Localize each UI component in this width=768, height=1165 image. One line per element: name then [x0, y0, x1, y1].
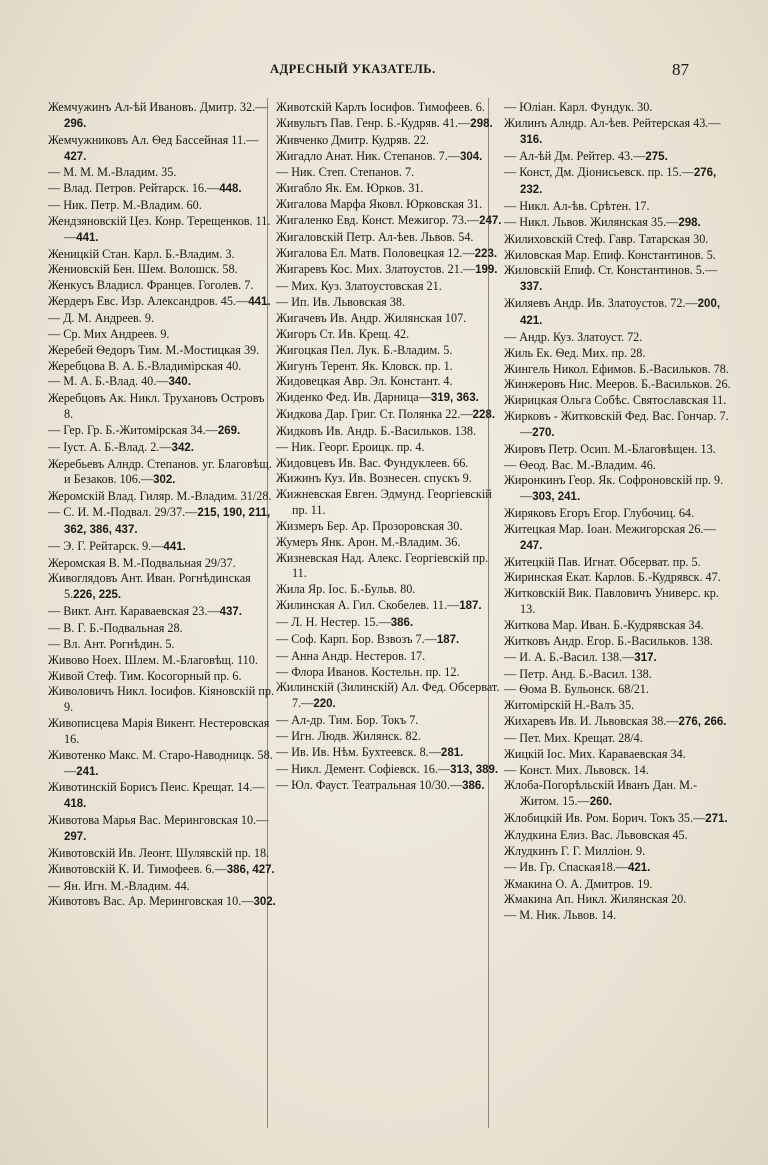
entry-text: — Ѳеод. Вас. М.-Владим. 46.: [504, 457, 656, 472]
entry-text: Живово Ноех. Шлем. М.-Благовѣщ. 110.: [48, 652, 258, 667]
entry-text: — Ник. Степ. Степанов. 7.: [276, 165, 415, 180]
page-number: 87: [672, 60, 689, 79]
entry-text: Жиль Ек. Ѳед. Мих. пр. 28.: [504, 345, 646, 360]
directory-entry: [48, 133, 276, 166]
directory-entry: [276, 456, 504, 472]
entry-text: Жирицкая Ольга Собѣс. Святославская 11.: [504, 393, 727, 408]
entry-text: Жихаревъ Ив. И. Львовская 38.—: [504, 714, 679, 729]
directory-column-1: [48, 100, 276, 911]
directory-entry: [276, 197, 504, 213]
entry-text: Жигоръ Ст. Ив. Крещ. 42.: [276, 326, 410, 341]
directory-entry: [48, 716, 276, 748]
entry-text: Жижинъ Куз. Ив. Вознесен. спускъ 9.: [276, 471, 472, 486]
entry-text: Жилинскій (Зилинскій) Ал. Фед. Обсерват. 7.—: [276, 680, 500, 711]
directory-entry: [504, 442, 734, 458]
entry-text: — Ал-др. Тим. Бор. Токъ 7.: [276, 713, 419, 728]
directory-entry: [276, 762, 504, 779]
directory-entry: [48, 879, 276, 895]
directory-entry: [48, 556, 276, 572]
entry-phone-numbers: 241.: [76, 765, 99, 778]
entry-phone-numbers: 260.: [589, 796, 613, 809]
directory-entry: [504, 263, 734, 296]
directory-entry: [48, 311, 276, 327]
entry-text: Жигалова Ел. Матв. Половецкая 12.—: [276, 245, 475, 260]
entry-phone-numbers: 223.: [474, 247, 498, 260]
directory-entry: [504, 199, 734, 215]
directory-entry: [504, 828, 734, 844]
entry-text: Жеребцовъ Ак. Никл. Трухановъ Островъ 8.: [48, 391, 265, 422]
entry-text: Живоглядовъ Ант. Иван. Рогнѣдинская 5.: [48, 571, 251, 602]
entry-phone-numbers: 247.: [479, 214, 502, 227]
entry-phone-numbers: 386, 427.: [226, 863, 275, 876]
directory-entry: [276, 598, 504, 615]
directory-entry: [504, 116, 734, 149]
entry-text: Жеромскій Влад. Гиляр. М.-Владим. 31/28.: [48, 489, 272, 504]
entry-text: Житецкій Пав. Игнат. Обсерват. пр. 5.: [504, 554, 701, 569]
directory-entry: [276, 649, 504, 665]
entry-text: — Ал-ѣй Дм. Рейтер. 43.—: [504, 148, 646, 163]
entry-text: Жумеръ Янк. Арон. М.-Владим. 36.: [276, 534, 461, 549]
entry-text: Жицкій Іос. Мих. Караваевская 34.: [504, 746, 686, 761]
entry-phone-numbers: 441.: [248, 296, 271, 309]
entry-phone-numbers: 304.: [459, 150, 483, 163]
entry-phone-numbers: 302.: [253, 896, 276, 909]
entry-text: — Влад. Петров. Рейтарск. 16.—: [48, 181, 220, 196]
directory-entry: [276, 295, 504, 311]
entry-phone-numbers: 298.: [470, 117, 493, 130]
entry-text: Жиденко Фед. Ив. Дарница—: [276, 390, 431, 405]
entry-phone-numbers: 418.: [64, 798, 87, 811]
directory-entry: [48, 343, 276, 359]
entry-phone-numbers: 441.: [76, 231, 99, 244]
entry-phone-numbers: 215, 190, 211, 362, 386, 437.: [64, 507, 271, 536]
entry-text: Жижневская Евген. Эдмунд. Георгіевскій пр. 11.: [276, 487, 492, 518]
entry-text: Жлудкина Елиз. Вас. Львовская 45.: [504, 827, 688, 842]
entry-text: Жилинъ Алндр. Ал-ѣев. Рейтерская 43.—: [504, 115, 721, 130]
directory-entry: [504, 778, 734, 811]
entry-phone-numbers: 298.: [678, 216, 701, 229]
directory-entry: [276, 519, 504, 535]
entry-phone-numbers: 342.: [171, 441, 194, 454]
entry-text: Жеребьевъ Алндр. Степанов. уг. Благовѣщ. и Безаков. 106.—: [48, 456, 272, 487]
entry-text: Жигоцкая Пел. Лук. Б.-Владим. 5.: [276, 342, 453, 357]
entry-phone-numbers: 296.: [64, 117, 87, 130]
directory-entry: [48, 262, 276, 278]
entry-text: — Флора Иванов. Костельн. пр. 12.: [276, 664, 460, 679]
directory-entry: [504, 618, 734, 634]
entry-phone-numbers: 247.: [520, 539, 543, 552]
entry-phone-numbers: 386.: [462, 780, 485, 793]
entry-text: — Конст, Дм. Діонисьевск. пр. 15.—: [504, 165, 694, 180]
entry-text: Живописцева Марія Викент. Нестеровская 16.: [48, 716, 270, 746]
entry-text: Жлоба-Погорѣльскій Иванъ Дан. М.-Житом. 15.—: [504, 778, 698, 809]
directory-entry: [276, 311, 504, 327]
entry-phone-numbers: 270.: [532, 426, 555, 439]
entry-phone-numbers: 226, 225.: [73, 589, 122, 602]
entry-text: Живченко Дмитр. Кудряв. 22.: [276, 132, 429, 147]
entry-text: — Андр. Куз. Златоуст. 72.: [504, 329, 643, 344]
directory-entry: [504, 346, 734, 362]
directory-entry: [48, 748, 276, 781]
directory-entry: [48, 457, 276, 490]
entry-text: Житецкая Мар. Іоан. Межигорская 26.—: [504, 521, 716, 536]
directory-entry: [48, 440, 276, 457]
entry-text: Жмакина Ап. Никл. Жилянская 20.: [504, 892, 687, 907]
entry-text: Житковъ Андр. Егор. Б.-Васильков. 138.: [504, 633, 713, 648]
directory-entry: [276, 535, 504, 551]
directory-entry: [504, 165, 734, 199]
directory-entry: [504, 458, 734, 474]
directory-entry: [276, 745, 504, 762]
entry-text: — М. М. М.-Владим. 35.: [48, 165, 177, 180]
entry-text: Жигаленко Евд. Конст. Межигор. 73.—: [276, 212, 480, 227]
directory-entry: [276, 487, 504, 519]
entry-text: Жлудкинъ Г. Г. Милліон. 9.: [504, 843, 646, 858]
entry-text: Жеребей Ѳедоръ Тим. М.-Мостицкая 39.: [48, 342, 260, 357]
directory-entry: [48, 669, 276, 685]
entry-text: Животинскій Борисъ Пеис. Крещат. 14.—: [48, 780, 265, 795]
entry-text: Жемчужинъ Ал-ѣй Ивановъ. Дмитр. 32.—: [48, 100, 268, 114]
directory-entry: [48, 653, 276, 669]
directory-entry: [48, 198, 276, 214]
directory-entry: [504, 586, 734, 618]
entry-text: — Вл. Ант. Рогнѣдин. 5.: [48, 636, 175, 651]
entry-text: — Ив. Ив. Нѣм. Бухтеевск. 8.—: [276, 744, 441, 759]
entry-phone-numbers: 276, 266.: [678, 716, 727, 729]
entry-text: — Викт. Ант. Караваевская 23.—: [48, 604, 220, 619]
directory-entry: [48, 327, 276, 343]
entry-text: Жендзяновскій Цез. Конр. Терещенков. 11.—: [48, 213, 271, 244]
entry-text: Жиляевъ Андр. Ив. Златоустов. 72.—: [504, 296, 698, 311]
directory-entry: [276, 165, 504, 181]
directory-entry: [504, 811, 734, 828]
entry-text: — Ник. Георг. Ероицк. пр. 4.: [276, 439, 425, 454]
directory-entry: [48, 571, 276, 604]
directory-entry: [276, 713, 504, 729]
entry-text: — Петр. Анд. Б.-Васил. 138.: [504, 666, 652, 681]
entry-text: — Гер. Гр. Б.-Житомірская 34.—: [48, 422, 218, 437]
directory-entry: [276, 327, 504, 343]
entry-text: Женицкій Стан. Карл. Б.-Владим. 3.: [48, 246, 235, 261]
entry-text: Жизмеръ Бер. Ар. Прозоровская 30.: [276, 518, 463, 533]
entry-text: Жердеръ Евс. Изр. Александров. 45.—: [48, 294, 249, 309]
entry-text: — Ян. Игн. М.-Владим. 44.: [48, 878, 190, 893]
directory-entry: [48, 278, 276, 294]
entry-phone-numbers: 297.: [64, 830, 87, 843]
entry-text: Жидовцевъ Ив. Вас. Фундуклеев. 66.: [276, 455, 469, 470]
entry-phone-numbers: 187.: [436, 633, 460, 646]
entry-phone-numbers: 340.: [168, 376, 191, 389]
directory-entry: [276, 359, 504, 375]
entry-text: Жидовецкая Авр. Эл. Констант. 4.: [276, 374, 453, 389]
entry-text: Жеромская В. М.-Подвальная 29/37.: [48, 555, 236, 570]
entry-text: — Э. Г. Рейтарск. 9.—: [48, 538, 164, 553]
entry-phone-numbers: 437.: [219, 606, 242, 619]
directory-entry: [276, 665, 504, 681]
directory-entry: [504, 362, 734, 378]
directory-entry: [276, 407, 504, 424]
directory-entry: [276, 181, 504, 197]
entry-phone-numbers: 317.: [634, 651, 657, 664]
directory-entry: [276, 440, 504, 456]
directory-entry: [276, 230, 504, 246]
directory-entry: [48, 294, 276, 311]
directory-entry: [276, 390, 504, 407]
entry-text: Жиловская Мар. Епиф. Константинов. 5.: [504, 247, 716, 262]
directory-entry: [504, 100, 734, 116]
directory-entry: [48, 813, 276, 846]
entry-text: Жилинская А. Гил. Скобелев. 11.—: [276, 598, 460, 613]
entry-text: Житкова Мар. Иван. Б.-Кудрявская 34.: [504, 618, 704, 632]
entry-phone-numbers: 319, 363.: [430, 392, 479, 405]
page-header: [0, 60, 768, 80]
entry-phone-numbers: 220.: [313, 698, 336, 711]
entry-text: — Игн. Людв. Жилянск. 82.: [276, 728, 421, 743]
directory-entry: [276, 246, 504, 263]
entry-text: Животовскій Ив. Леонт. Шулявскій пр. 18.: [48, 845, 270, 860]
directory-entry: [276, 778, 504, 795]
directory-entry: [504, 409, 734, 442]
entry-text: — Конст. Мих. Львовск. 14.: [504, 762, 649, 777]
directory-entry: [504, 215, 734, 232]
entry-text: — Соф. Карп. Бор. Взвозъ 7.—: [276, 631, 437, 646]
directory-entry: [504, 248, 734, 264]
directory-entry: [504, 330, 734, 346]
entry-text: Жеребцова В. А. Б.-Владимірская 40.: [48, 358, 242, 373]
directory-entry: [48, 214, 276, 247]
entry-text: Животенко Макс. М. Старо-Наводницк. 58.—: [48, 747, 273, 778]
entry-text: Женкусъ Владисл. Францев. Гоголев. 7.: [48, 278, 254, 293]
entry-phone-numbers: 281.: [440, 746, 464, 759]
directory-entry: [504, 747, 734, 763]
directory-entry: [48, 637, 276, 653]
directory-entry: [276, 374, 504, 390]
entry-text: Живой Стеф. Тим. Косогорный пр. 6.: [48, 668, 242, 683]
directory-entry: [48, 621, 276, 637]
entry-text: — Юл. Фауст. Театральная 10/30.—: [276, 778, 463, 793]
entry-text: Жингель Никол. Ефимов. Б.-Васильков. 78.: [504, 361, 729, 376]
directory-column-2: [276, 100, 504, 795]
entry-phone-numbers: 316.: [520, 133, 543, 146]
directory-entry: [276, 279, 504, 295]
directory-entry: [48, 100, 276, 133]
entry-text: — Мих. Куз. Златоустовская 21.: [276, 279, 442, 294]
entry-phone-numbers: 313, 389.: [450, 763, 499, 776]
entry-text: Животовъ Вас. Ар. Меринговская 10.—: [48, 894, 254, 909]
directory-entry: [504, 232, 734, 248]
directory-entry: [504, 860, 734, 877]
entry-text: Жиринская Екат. Карлов. Б.-Кудрявск. 47.: [504, 570, 721, 585]
directory-entry: [48, 181, 276, 198]
directory-entry: [276, 149, 504, 166]
directory-entry: [276, 343, 504, 359]
directory-entry: [276, 133, 504, 149]
directory-entry: [504, 763, 734, 779]
entry-text: — В. Г. Б.-Подвальная 28.: [48, 621, 183, 635]
directory-entry: [276, 471, 504, 487]
directory-entry: [48, 846, 276, 862]
entry-phone-numbers: 441.: [163, 540, 186, 553]
entry-text: Жигадло Анат. Ник. Степанов. 7.—: [276, 148, 460, 163]
directory-entry: [276, 582, 504, 598]
entry-phone-numbers: 275.: [645, 150, 668, 163]
directory-entry: [276, 213, 504, 230]
entry-text: Жидкова Дар. Григ. Ст. Полянка 22.—: [276, 407, 473, 422]
directory-entry: [276, 100, 504, 116]
entry-text: Жиряковъ Егоръ Егор. Глубочиц. 64.: [504, 506, 695, 521]
directory-entry: [48, 359, 276, 375]
entry-text: — Юліан. Карл. Фундук. 30.: [504, 100, 653, 114]
directory-entry: [276, 680, 504, 713]
entry-phone-numbers: 427.: [64, 150, 87, 163]
directory-entry: [276, 615, 504, 632]
entry-text: Житковскій Вик. Павловичъ Универс. кр. 13.: [504, 586, 719, 617]
entry-phone-numbers: 448.: [219, 183, 242, 196]
entry-text: Жилиховскій Стеф. Гавр. Татарская 30.: [504, 231, 709, 246]
directory-entry: [504, 731, 734, 747]
entry-text: — Ѳома В. Бульонск. 68/21.: [504, 682, 649, 697]
directory-entry: [48, 247, 276, 263]
directory-entry: [48, 539, 276, 556]
entry-text: Жигаревъ Кос. Мих. Златоустов. 21.—: [276, 262, 476, 277]
entry-text: Жинжеровъ Нис. Мееров. Б.-Васильков. 26.: [504, 377, 731, 392]
entry-text: Жмакина О. А. Дмитров. 19.: [504, 876, 653, 891]
directory-entry: [48, 684, 276, 716]
entry-text: — Анна Андр. Нестеров. 17.: [276, 648, 426, 663]
entry-text: — И. А. Б.-Васил. 138.—: [504, 649, 635, 664]
directory-entry: [504, 377, 734, 393]
entry-phone-numbers: 302.: [153, 474, 176, 487]
entry-text: Жигаловскій Петр. Ал-ѣев. Львов. 54.: [276, 229, 474, 244]
directory-entry: [48, 165, 276, 181]
entry-phone-numbers: 421.: [628, 861, 651, 874]
directory-entry: [504, 714, 734, 731]
directory-entry: [504, 393, 734, 409]
entry-text: — М. А. Б.-Влад. 40.—: [48, 374, 169, 389]
directory-entry: [504, 506, 734, 522]
entry-text: Жиловскій Епиф. Ст. Константинов. 5.—: [504, 263, 718, 278]
entry-text: Живультъ Пав. Генр. Б.-Кудряв. 41.—: [276, 115, 471, 130]
entry-text: Жизневская Над. Алекс. Георгіевскій пр. 11.: [276, 550, 489, 581]
entry-phone-numbers: 199.: [475, 264, 498, 277]
directory-entry: [276, 729, 504, 745]
directory-entry: [504, 844, 734, 860]
entry-text: Жемчужниковъ Ал. Ѳед Бассейная 11.—: [48, 132, 259, 147]
entry-phone-numbers: 187.: [459, 600, 482, 613]
directory-column-3: [504, 100, 734, 924]
directory-entry: [504, 555, 734, 571]
directory-entry: [48, 423, 276, 440]
running-title: АДРЕСНЫЙ УКАЗАТЕЛЬ.: [270, 62, 436, 76]
entry-phone-numbers: 386.: [390, 617, 414, 629]
directory-entry: [504, 698, 734, 714]
directory-entry: [276, 632, 504, 649]
entry-text: — Іуст. А. Б.-Влад. 2.—: [48, 439, 172, 454]
directory-entry: [504, 634, 734, 650]
directory-entry: [504, 877, 734, 893]
directory-entry: [504, 892, 734, 908]
directory-entry: [504, 667, 734, 683]
directory-entry: [48, 862, 276, 879]
entry-text: Жировъ Петр. Осип. М.-Благовѣщен. 13.: [504, 441, 716, 456]
entry-text: Жила Яр. Іос. Б.-Бульв. 80.: [276, 582, 416, 597]
entry-text: Жиронкинъ Геор. Як. Софроновскій пр. 9.—: [504, 473, 724, 504]
directory-entry: [48, 374, 276, 391]
directory-entry: [48, 894, 276, 911]
entry-text: — С. И. М.-Подвал. 29/37.—: [48, 505, 198, 520]
directory-entry: [504, 522, 734, 555]
directory-entry: [48, 604, 276, 621]
entry-text: — М. Ник. Львов. 14.: [504, 908, 617, 923]
directory-entry: [504, 650, 734, 667]
entry-text: — Л. Н. Нестер. 15.—: [276, 615, 391, 629]
entry-text: — Д. М. Андреев. 9.: [48, 310, 154, 325]
directory-entry: [504, 908, 734, 924]
entry-phone-numbers: 276, 232.: [520, 167, 717, 197]
entry-phone-numbers: 271.: [705, 813, 728, 826]
entry-text: — Ср. Мих Андреев. 9.: [48, 326, 170, 341]
entry-phone-numbers: 200, 421.: [520, 298, 721, 327]
directory-entry: [48, 505, 276, 539]
entry-text: — Ив. Гр. Спаская18.—: [504, 859, 628, 874]
entry-phone-numbers: 269.: [217, 424, 241, 437]
directory-entry: [48, 780, 276, 813]
directory-entry: [276, 262, 504, 279]
entry-text: Жигабло Як. Ем. Юрков. 31.: [276, 181, 424, 196]
entry-text: Жигалова Марфа Яковл. Юрковская 31.: [276, 197, 483, 212]
entry-text: Жигунъ Терент. Як. Кловск. пр. 1.: [276, 358, 453, 373]
entry-text: — Никл. Ал-ѣв. Срѣтен. 17.: [504, 199, 650, 214]
entry-text: — Пет. Мих. Крещат. 28/4.: [504, 730, 643, 745]
directory-entry: [504, 149, 734, 166]
entry-text: Жигачевъ Ив. Андр. Жилянская 107.: [276, 310, 467, 325]
directory-entry: [48, 489, 276, 505]
entry-text: Животова Марья Вас. Меринговская 10.—: [48, 813, 269, 828]
entry-text: — Ип. Ив. Львовская 38.: [276, 295, 406, 310]
entry-text: Живоловичъ Никл. Іосифов. Кіяновскій пр. 9.: [48, 684, 274, 715]
directory-entry: [48, 391, 276, 423]
entry-phone-numbers: 303, 241.: [532, 491, 581, 504]
directory-entry: [504, 296, 734, 330]
directory-entry: [276, 424, 504, 440]
directory-entry: [276, 116, 504, 133]
entry-phone-numbers: 228.: [472, 409, 496, 422]
entry-text: — Никл. Львов. Жилянская 35.—: [504, 214, 679, 229]
directory-entry: [504, 570, 734, 586]
entry-phone-numbers: 337.: [520, 281, 543, 294]
entry-text: Жирковъ - Житковскій Фед. Вас. Гончар. 7.—: [504, 409, 729, 439]
entry-text: Животскій Карлъ Іосифов. Тимофеев. 6.: [276, 100, 485, 114]
entry-text: — Никл. Демент. Софіевск. 16.—: [276, 761, 451, 776]
entry-text: Жлобицкій Ив. Ром. Борич. Токъ 35.—: [504, 811, 706, 826]
entry-text: Животовскій К. И. Тимофеев. 6.—: [48, 861, 227, 876]
entry-text: — Ник. Петр. М.-Владим. 60.: [48, 198, 202, 213]
entry-text: Жениовскій Бен. Шем. Волошск. 58.: [48, 262, 238, 277]
entry-text: Житомірскій Н.-Валъ 35.: [504, 698, 635, 713]
directory-entry: [504, 473, 734, 506]
entry-text: Жидковъ Ив. Андр. Б.-Васильков. 138.: [276, 423, 476, 438]
directory-entry: [504, 682, 734, 698]
directory-entry: [276, 551, 504, 583]
